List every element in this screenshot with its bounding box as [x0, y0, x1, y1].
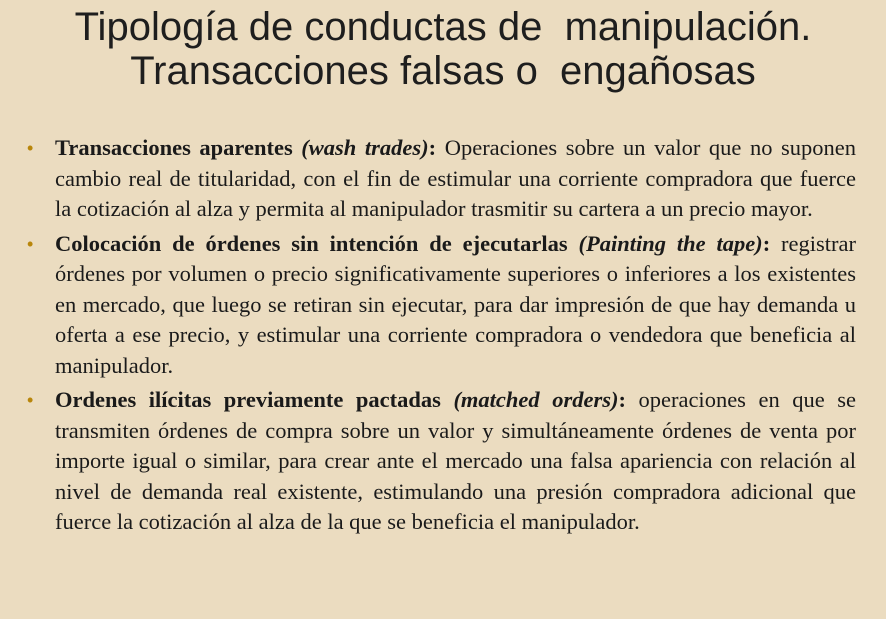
bullet-text: Operaciones sobre un valor que no suponen cambio real de titularidad, con el fin de estimular una corriente compradora que fuerce la cotización al alza y permita al manipulador trasmitir su cartera a un precio mayor. [55, 135, 857, 221]
bullet-text: operaciones en que se transmiten órdenes de compra sobre un valor y simultáneamente órdenes de venta por importe igual o similar, para crear ante el mercado una falsa apariencia con relación al nivel de demanda real existente, estimulando una presión compradora adicional que fuerce la cotización al alza de la que se beneficia el manipulador. [55, 387, 856, 534]
bullet-dot-icon: • [27, 233, 34, 254]
slide-title-line-2: Transacciones falsas o engañosas [130, 49, 756, 93]
bullet-term-english: (Painting the tape) [578, 230, 763, 256]
bullet-item-wash-trades [27, 133, 856, 225]
bullet-dot-icon: • [27, 138, 34, 158]
bullet-colon: : [618, 387, 626, 412]
bullet-colon: : [428, 135, 437, 160]
bullet-term: Colocación de órdenes sin intención de ejecutarlas [55, 230, 579, 256]
bullet-term-english: (wash trades) [301, 135, 429, 160]
bullet-item-matched-orders [27, 385, 856, 538]
bullet-term-english: (matched orders) [453, 387, 619, 412]
slide-title [0, 5, 886, 93]
slide-title-line-1: Tipología de conductas de manipulación. [74, 5, 812, 49]
bullet-term: Ordenes ilícitas previamente pactadas [55, 387, 454, 412]
bullet-term: Transacciones aparentes [55, 135, 302, 160]
bullet-list [27, 133, 856, 542]
bullet-dot-icon: • [27, 390, 34, 410]
bullet-colon: : [762, 230, 771, 256]
bullet-item-painting-the-tape [27, 229, 856, 382]
bullet-text: registrar órdenes por volumen o precio significativamente superiores o inferiores a los existentes en mercado, que luego se retiran sin ejecutar, para dar impresión de que hay demanda u oferta a ese precio, y estimular una corriente compradora o vendedora que beneficia al manipulador. [55, 230, 857, 378]
